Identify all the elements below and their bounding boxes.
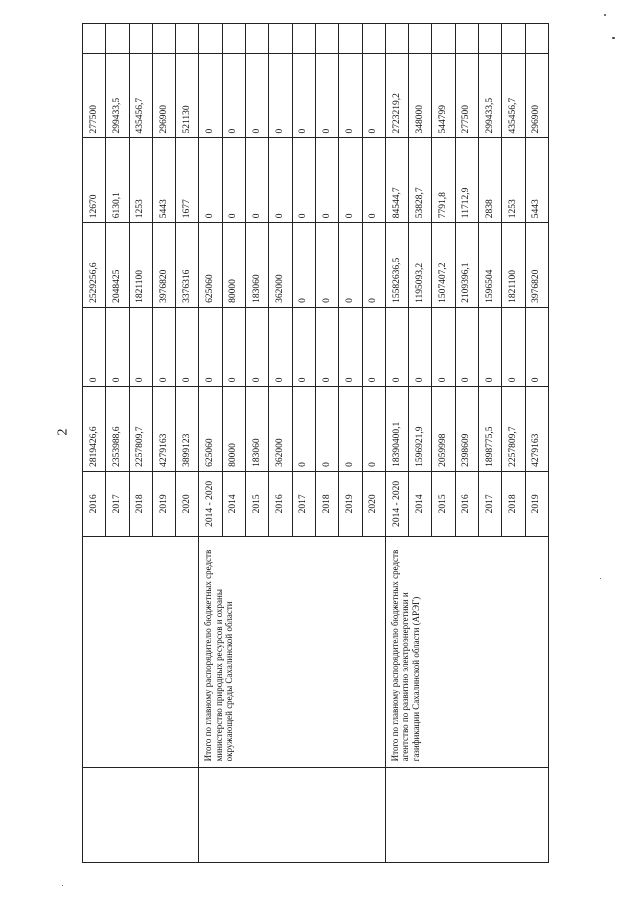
value-cell-c4: 11712,9 (455, 138, 478, 223)
value-cell-c2: 0 (176, 307, 199, 386)
year-cell: 2017 (106, 471, 129, 536)
value-cell-c2: 0 (292, 307, 315, 386)
value-cell-c5: 0 (315, 53, 338, 138)
value-cell-c4: 5443 (525, 138, 548, 223)
year-cell: 2017 (292, 471, 315, 536)
value-cell-c2: 0 (479, 307, 502, 386)
value-cell-c3: 1821100 (502, 223, 525, 308)
value-cell-c3: 2529256,6 (83, 223, 106, 308)
value-cell-c2: 0 (502, 307, 525, 386)
value-cell-c4: 0 (339, 138, 362, 223)
value-cell-c4: 1253 (502, 138, 525, 223)
value-cell-c3: 2109396,1 (455, 223, 478, 308)
value-cell-c4: 0 (292, 138, 315, 223)
value-cell-c4: 0 (199, 138, 222, 223)
value-cell-c1: 625060 (199, 387, 222, 472)
empty-cell (129, 24, 152, 54)
value-cell-c1: 2398609 (455, 387, 478, 472)
value-cell-c5: 0 (246, 53, 269, 138)
value-cell-c5: 0 (222, 53, 245, 138)
value-cell-c1: 3899123 (176, 387, 199, 472)
value-cell-c2: 0 (246, 307, 269, 386)
value-cell-c3: 3376316 (176, 223, 199, 308)
value-cell-c3: 0 (315, 223, 338, 308)
year-cell: 2018 (502, 471, 525, 536)
value-cell-c2: 0 (432, 307, 455, 386)
empty-cell (246, 24, 269, 54)
value-cell-c4: 7791,8 (432, 138, 455, 223)
empty-cell (315, 24, 338, 54)
value-cell-c2: 0 (455, 307, 478, 386)
block-name-cell: Итого по главному распорядителю бюджетных средств министерство природных ресурсов и охраны окружающей среды Сахалинской области (199, 536, 385, 768)
year-cell: 2016 (269, 471, 292, 536)
value-cell-c1: 4279163 (152, 387, 175, 472)
value-cell-c5: 2723219,2 (385, 53, 408, 138)
year-cell: 2018 (129, 471, 152, 536)
value-cell-c1: 4279163 (525, 387, 548, 472)
year-cell: 2015 (432, 471, 455, 536)
value-cell-c4: 1253 (129, 138, 152, 223)
value-cell-c1: 80000 (222, 387, 245, 472)
value-cell-c4: 0 (269, 138, 292, 223)
empty-cell (409, 24, 432, 54)
empty-cell (455, 24, 478, 54)
value-cell-c2: 0 (315, 307, 338, 386)
value-cell-c5: 0 (339, 53, 362, 138)
empty-cell (222, 24, 245, 54)
scan-speck (604, 14, 606, 16)
value-cell-c5: 348000 (409, 53, 432, 138)
value-cell-c3: 2048425 (106, 223, 129, 308)
value-cell-c2: 0 (269, 307, 292, 386)
value-cell-c1: 2257809,7 (129, 387, 152, 472)
year-cell: 2014 (409, 471, 432, 536)
year-cell: 2017 (479, 471, 502, 536)
value-cell-c1: 183060 (246, 387, 269, 472)
value-cell-c2: 0 (83, 307, 106, 386)
value-cell-c5: 435456,7 (129, 53, 152, 138)
empty-cell (432, 24, 455, 54)
value-cell-c2: 0 (525, 307, 548, 386)
value-cell-c1: 2059998 (432, 387, 455, 472)
value-cell-c1: 18390400,1 (385, 387, 408, 472)
value-cell-c3: 0 (362, 223, 385, 308)
value-cell-c1: 2819426,6 (83, 387, 106, 472)
table-row (199, 24, 222, 863)
empty-cell (502, 24, 525, 54)
value-cell-c5: 0 (269, 53, 292, 138)
value-cell-c3: 0 (292, 223, 315, 308)
empty-cell (339, 24, 362, 54)
value-cell-c4: 0 (246, 138, 269, 223)
value-cell-c5: 277500 (455, 53, 478, 138)
scan-speck (62, 885, 63, 886)
value-cell-c5: 296900 (525, 53, 548, 138)
value-cell-c5: 296900 (152, 53, 175, 138)
value-cell-c2: 0 (362, 307, 385, 386)
empty-cell (83, 768, 199, 863)
empty-cell (176, 24, 199, 54)
rotated-table-container (82, 23, 549, 863)
value-cell-c4: 0 (362, 138, 385, 223)
year-cell: 2016 (455, 471, 478, 536)
value-cell-c2: 0 (199, 307, 222, 386)
value-cell-c2: 0 (129, 307, 152, 386)
value-cell-c2: 0 (385, 307, 408, 386)
value-cell-c2: 0 (106, 307, 129, 386)
empty-cell (362, 24, 385, 54)
value-cell-c1: 1596921,9 (409, 387, 432, 472)
value-cell-c5: 299433,5 (106, 53, 129, 138)
value-cell-c3: 3976820 (152, 223, 175, 308)
value-cell-c3: 362000 (269, 223, 292, 308)
empty-cell (269, 24, 292, 54)
year-cell: 2015 (246, 471, 269, 536)
value-cell-c4: 6130,1 (106, 138, 129, 223)
empty-cell (385, 768, 548, 863)
page-number: 2 (55, 428, 71, 436)
empty-cell (83, 24, 106, 54)
empty-cell (152, 24, 175, 54)
value-cell-c3: 625060 (199, 223, 222, 308)
value-cell-c3: 1195093,2 (409, 223, 432, 308)
value-cell-c5: 0 (362, 53, 385, 138)
value-cell-c4: 0 (222, 138, 245, 223)
year-cell: 2020 (176, 471, 199, 536)
value-cell-c3: 0 (339, 223, 362, 308)
year-cell: 2016 (83, 471, 106, 536)
block-name-cell (83, 536, 199, 768)
value-cell-c1: 362000 (269, 387, 292, 472)
value-cell-c3: 3976820 (525, 223, 548, 308)
value-cell-c3: 1596504 (479, 223, 502, 308)
empty-cell (525, 24, 548, 54)
budget-table (82, 23, 549, 863)
empty-cell (199, 768, 385, 863)
scan-speck (612, 37, 615, 39)
value-cell-c3: 80000 (222, 223, 245, 308)
value-cell-c1: 0 (339, 387, 362, 472)
year-cell: 2019 (339, 471, 362, 536)
value-cell-c1: 1898775,5 (479, 387, 502, 472)
value-cell-c4: 2838 (479, 138, 502, 223)
value-cell-c1: 2353988,6 (106, 387, 129, 472)
value-cell-c5: 521130 (176, 53, 199, 138)
value-cell-c1: 0 (315, 387, 338, 472)
year-cell: 2020 (362, 471, 385, 536)
value-cell-c5: 544799 (432, 53, 455, 138)
value-cell-c3: 183060 (246, 223, 269, 308)
value-cell-c4: 5443 (152, 138, 175, 223)
value-cell-c5: 435456,7 (502, 53, 525, 138)
value-cell-c4: 1677 (176, 138, 199, 223)
value-cell-c5: 277500 (83, 53, 106, 138)
value-cell-c3: 1507407,2 (432, 223, 455, 308)
value-cell-c2: 0 (222, 307, 245, 386)
value-cell-c4: 12670 (83, 138, 106, 223)
value-cell-c4: 84544,7 (385, 138, 408, 223)
value-cell-c1: 0 (292, 387, 315, 472)
value-cell-c3: 1821100 (129, 223, 152, 308)
year-cell: 2014 - 2020 (385, 471, 408, 536)
year-cell: 2014 (222, 471, 245, 536)
value-cell-c4: 53828,7 (409, 138, 432, 223)
year-cell: 2019 (152, 471, 175, 536)
value-cell-c1: 0 (362, 387, 385, 472)
empty-cell (106, 24, 129, 54)
table-row (385, 24, 408, 863)
year-cell: 2014 - 2020 (199, 471, 222, 536)
value-cell-c5: 0 (292, 53, 315, 138)
value-cell-c2: 0 (339, 307, 362, 386)
value-cell-c5: 299433,5 (479, 53, 502, 138)
value-cell-c3: 15582636,5 (385, 223, 408, 308)
empty-cell (385, 24, 408, 54)
table-row (83, 24, 106, 863)
value-cell-c2: 0 (409, 307, 432, 386)
value-cell-c4: 0 (315, 138, 338, 223)
block-name-cell: Итого по главному распорядителю бюджетных средств агентство по развитию электроэнергетики и газификации Сахалинской области (АРЭГ) (385, 536, 548, 768)
value-cell-c2: 0 (152, 307, 175, 386)
year-cell: 2018 (315, 471, 338, 536)
empty-cell (199, 24, 222, 54)
scan-speck (600, 578, 601, 579)
empty-cell (292, 24, 315, 54)
value-cell-c5: 0 (199, 53, 222, 138)
value-cell-c1: 2257809,7 (502, 387, 525, 472)
empty-cell (479, 24, 502, 54)
year-cell: 2019 (525, 471, 548, 536)
